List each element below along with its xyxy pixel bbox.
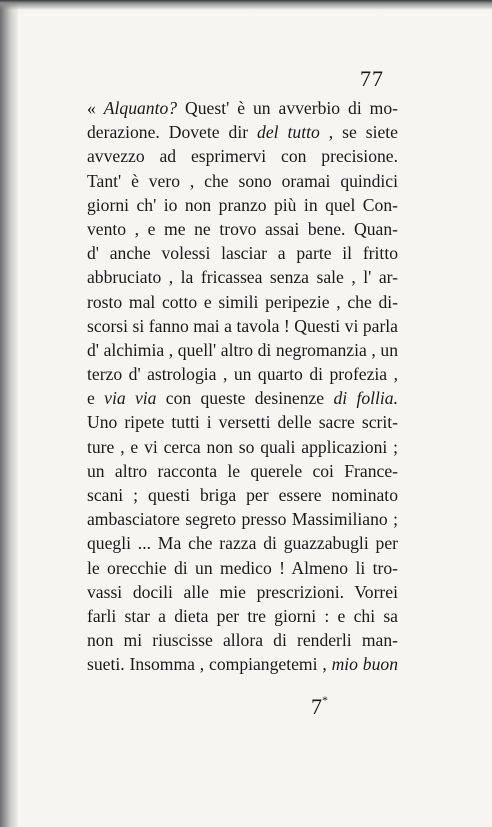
text-line [87,241,398,265]
text-line [87,96,398,120]
text-line [87,290,398,314]
page-number: 77 [360,66,384,91]
italic-text: di follia. [333,388,398,409]
text-segment: vento , e me ne trovo assai bene. Quan- [87,218,398,239]
italic-text: via via [104,388,157,409]
text-line [87,169,398,193]
text-line [87,507,398,531]
text-segment: Tant' è vero , che sono oramai quindici [87,170,398,191]
text-line [87,386,398,410]
text-line [87,604,398,628]
text-segment: con queste desinenze [156,388,334,409]
text-segment: ture , e vi cerca non so quali applicazioni ; [87,436,398,457]
text-line [87,628,398,652]
text-line [87,265,398,289]
text-line [87,362,398,386]
text-line [87,435,398,459]
text-segment: sueti. Insomma , compiangetemi , [87,654,332,675]
signature-mark [311,693,328,720]
text-line [87,217,398,241]
text-line [87,556,398,580]
page-top-edge-shadow [0,0,492,10]
text-segment: terzo d' astrologia , un quarto di profezia , [87,364,398,385]
text-segment: vassi docili alle mie prescrizioni. Vorrei [87,581,398,602]
italic-text: mio buon [331,654,398,675]
text-line [87,120,398,144]
text-segment: e [87,388,105,409]
text-segment: d' alchimia , quell' altro di negromanzia , un [87,339,398,360]
text-segment: Uno ripete tutti i versetti delle sacre scrit- [87,412,398,433]
text-line [87,314,398,338]
text-segment: quegli ... Ma che razza di guazzabugli per [87,533,398,554]
text-segment: scani ; questi briga per essere nominato [87,485,398,505]
text-line [87,338,398,362]
text-segment: farli star a dieta per tre giorni : e chi sa [87,605,398,626]
text-segment: , se siete [319,122,398,143]
text-segment: derazione. Dovete dir [87,122,258,143]
text-segment: giorni ch' io non pranzo più in quel Con- [87,194,398,215]
text-line [87,459,398,483]
text-line [87,580,398,604]
text-line [87,410,398,434]
text-segment: le orecchie di un medico ! Almeno li tro- [87,557,398,578]
text-segment: d' anche volessi lasciar a parte il fritto [87,243,398,264]
text-line [87,483,398,507]
text-line [87,531,398,555]
text-segment: avvezzo ad esprimervi con precisione. [87,146,398,167]
book-binding-shadow [0,0,18,827]
italic-text: del tutto [257,122,320,143]
text-line [87,652,398,676]
text-segment: rosto mal cotto e simili peripezie , che di- [87,291,398,312]
text-segment: scorsi si fanno mai a tavola ! Questi vi parla [87,315,398,336]
signature-asterisk: * [322,693,328,707]
text-segment: non mi riuscisse allora di renderli man- [87,630,398,651]
italic-text: Alquanto? [103,98,178,118]
text-segment: un altro racconta le querele coi France- [87,460,398,481]
text-line [87,144,398,168]
text-segment: abbruciato , la fricassea senza sale , l' ar- [87,267,398,288]
signature-number: 7 [311,694,322,719]
text-line [87,193,398,217]
text-segment: « [87,98,104,118]
text-segment: Quest' è un avverbio di mo- [177,98,399,118]
text-segment: ambasciatore segreto presso Massimiliano ; [87,509,398,530]
body-text [87,96,398,677]
